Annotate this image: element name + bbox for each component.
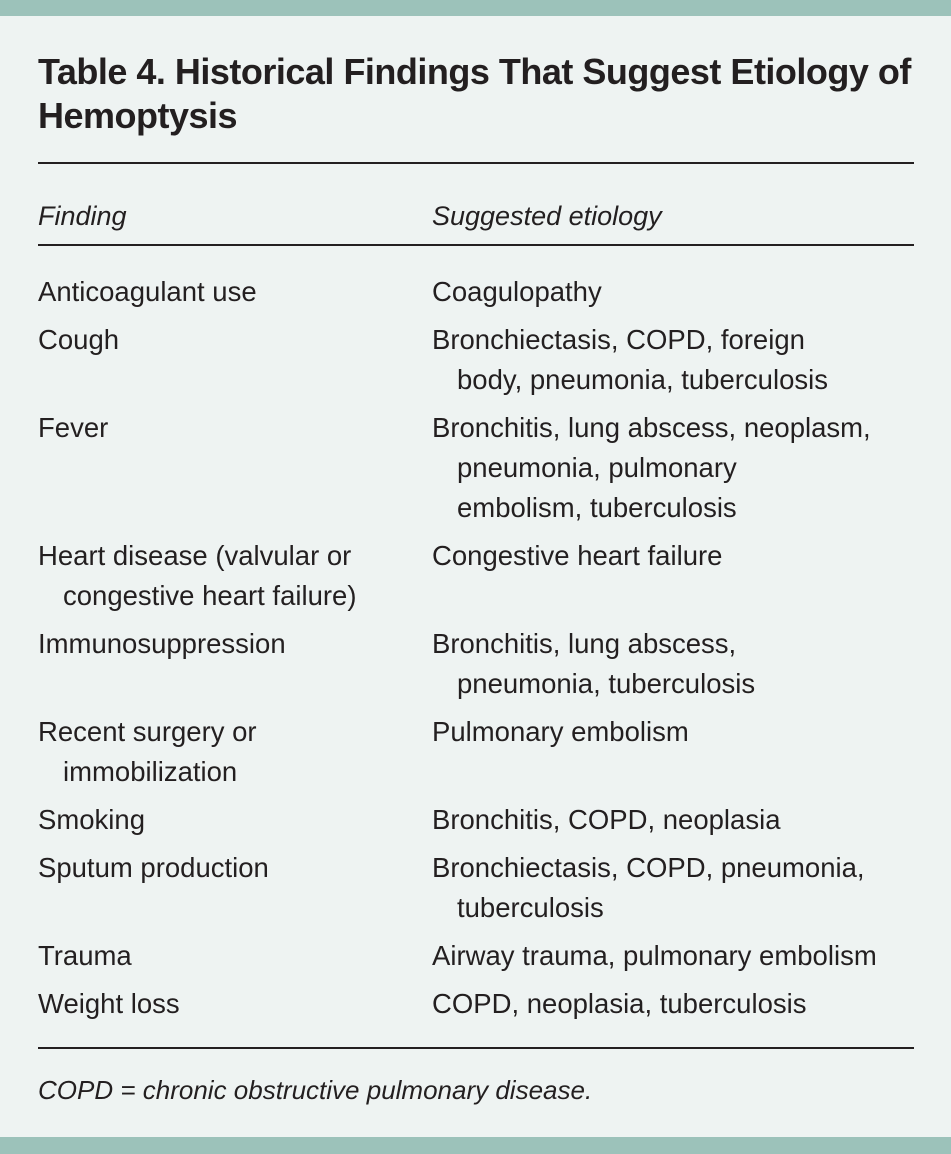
header-rule: [38, 244, 914, 246]
column-header-finding: Finding: [38, 201, 127, 231]
table-row: [38, 320, 918, 400]
bottom-band: [0, 1137, 951, 1154]
etiology-cell: Bronchiectasis, COPD, pneumonia, tuberculosis: [432, 852, 865, 923]
finding-cell: Heart disease (valvular or congestive heart failure): [38, 540, 357, 611]
table-row: [38, 984, 918, 1024]
finding-cell: Anticoagulant use: [38, 276, 257, 307]
etiology-cell: Congestive heart failure: [432, 540, 723, 571]
finding-cell: Smoking: [38, 804, 145, 835]
etiology-cell: Bronchiectasis, COPD, foreign body, pneumonia, tuberculosis: [432, 324, 828, 395]
top-band: [0, 0, 951, 16]
footnote: COPD = chronic obstructive pulmonary disease.: [38, 1075, 593, 1105]
table-row: [38, 848, 918, 928]
etiology-cell: Bronchitis, COPD, neoplasia: [432, 804, 781, 835]
column-header-etiology: Suggested etiology: [432, 201, 662, 231]
table-row: [38, 272, 918, 312]
table-row: [38, 936, 918, 976]
table-body: [38, 272, 918, 1032]
etiology-cell: Airway trauma, pulmonary embolism: [432, 940, 877, 971]
table-row: [38, 536, 918, 616]
finding-cell: Sputum production: [38, 852, 269, 883]
finding-cell: Trauma: [38, 940, 132, 971]
table-row: [38, 800, 918, 840]
table-row: [38, 624, 918, 704]
finding-cell: Cough: [38, 324, 120, 355]
etiology-cell: Pulmonary embolism: [432, 716, 689, 747]
bottom-rule: [38, 1047, 914, 1049]
etiology-cell: Bronchitis, lung abscess, neoplasm, pneumonia, pulmonary embolism, tuberculosis: [432, 412, 871, 523]
etiology-cell: COPD, neoplasia, tuberculosis: [432, 988, 807, 1019]
finding-cell: Weight loss: [38, 988, 180, 1019]
table-row: [38, 408, 918, 528]
finding-cell: Immunosuppression: [38, 628, 286, 659]
finding-cell: Recent surgery or immobilization: [38, 716, 257, 787]
table-title: Table 4. Historical Findings That Suggest Etiology of Hemoptysis: [38, 51, 911, 136]
etiology-cell: Coagulopathy: [432, 276, 602, 307]
finding-cell: Fever: [38, 412, 109, 443]
etiology-cell: Bronchitis, lung abscess, pneumonia, tuberculosis: [432, 628, 756, 699]
title-rule: [38, 162, 914, 164]
table-row: [38, 712, 918, 792]
